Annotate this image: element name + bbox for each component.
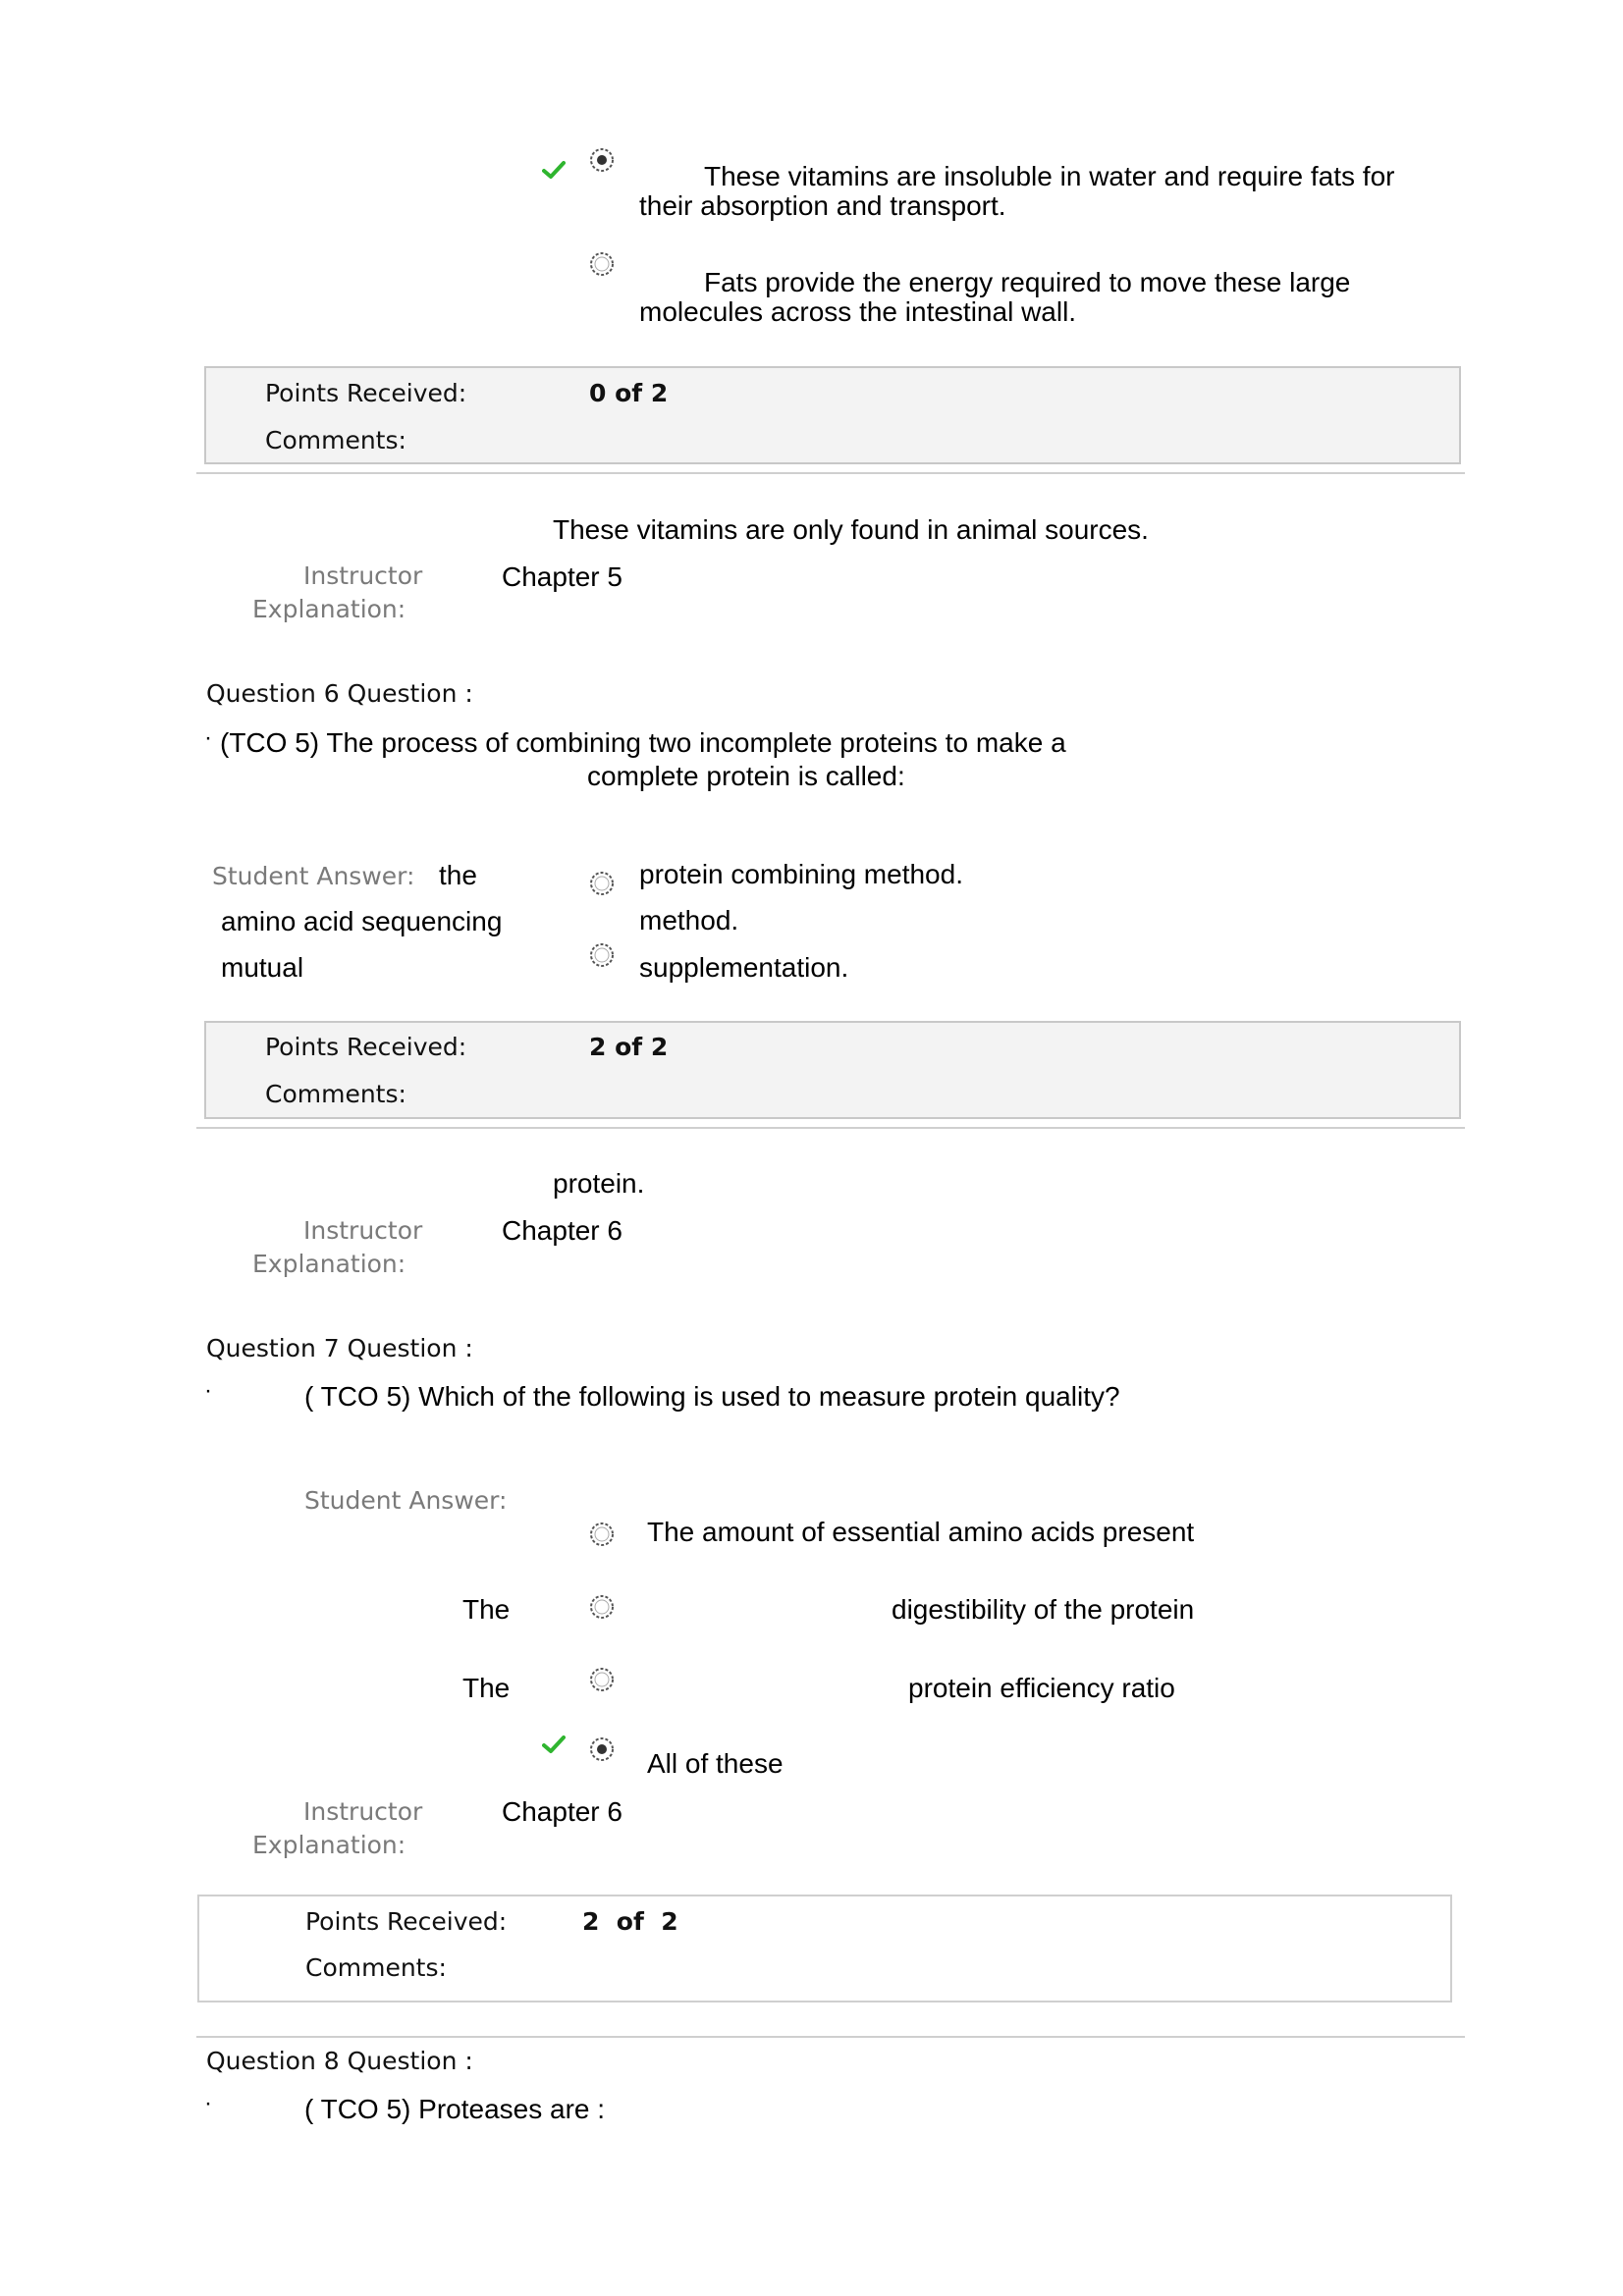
points-value: 2 of 2 [582, 1907, 678, 1936]
bullet: · [204, 1377, 212, 1404]
question-prompt: ( TCO 5) Proteases are : [304, 2094, 606, 2124]
option-text-line2: their absorption and transport. [639, 190, 1006, 221]
answer-fragment: amino acid sequencing [221, 906, 503, 936]
radio-unselected-icon[interactable] [587, 1665, 617, 1694]
correct-check-icon [542, 1735, 566, 1754]
option-text: protein. [553, 1168, 645, 1199]
explanation-value: Chapter 6 [502, 1215, 622, 1246]
option-text: protein efficiency ratio [908, 1673, 1175, 1703]
explanation-value: Chapter 6 [502, 1796, 622, 1827]
question-prompt: ( TCO 5) Which of the following is used to measure protein quality? [304, 1381, 1120, 1412]
option-prefix: The [462, 1673, 511, 1703]
radio-unselected-icon[interactable] [587, 1520, 617, 1549]
option-text-line2: molecules across the intestinal wall. [639, 296, 1077, 327]
points-label: Points Received: [305, 1907, 508, 1936]
points-value: 0 of 2 [589, 379, 669, 407]
radio-selected-icon[interactable] [587, 145, 617, 175]
radio-unselected-icon[interactable] [587, 1592, 617, 1622]
explanation-label: Instructor [303, 1216, 423, 1245]
question-heading: Question 6 Question : [206, 679, 473, 708]
option-text: These vitamins are only found in animal sources. [553, 514, 1149, 545]
explanation-label: Instructor [303, 1797, 423, 1826]
question-prompt-line2: complete protein is called: [587, 761, 905, 791]
radio-unselected-icon[interactable] [587, 869, 617, 898]
correct-check-icon [542, 160, 566, 180]
option-text: All of these [647, 1748, 784, 1779]
question-heading: Question 8 Question : [206, 2047, 473, 2075]
option-text: digestibility of the protein [892, 1594, 1195, 1625]
divider [196, 472, 1465, 474]
comments-label: Comments: [265, 426, 406, 454]
explanation-label: Explanation: [252, 595, 406, 623]
points-label: Points Received: [265, 1033, 467, 1061]
option-text: protein combining method. [639, 859, 963, 889]
option-text: method. [639, 905, 739, 935]
radio-unselected-icon[interactable] [587, 249, 617, 279]
points-label: Points Received: [265, 379, 467, 407]
divider [196, 1127, 1465, 1129]
explanation-label: Explanation: [252, 1831, 406, 1859]
option-text: supplementation. [639, 952, 849, 983]
explanation-label: Explanation: [252, 1250, 406, 1278]
explanation-value: Chapter 5 [502, 561, 622, 592]
option-text: The amount of essential amino acids present [647, 1517, 1195, 1547]
bullet: · [204, 724, 212, 751]
points-value: 2 of 2 [589, 1033, 669, 1061]
comments-label: Comments: [265, 1080, 406, 1108]
question-prompt-line1: (TCO 5) The process of combining two incomplete proteins to make a [220, 727, 1066, 758]
bullet: · [204, 2090, 212, 2116]
option-text-line1: Fats provide the energy required to move these large [704, 267, 1351, 297]
question-heading: Question 7 Question : [206, 1334, 473, 1362]
radio-selected-icon[interactable] [587, 1735, 617, 1764]
option-text-line1: These vitamins are insoluble in water and require fats for [704, 161, 1395, 191]
divider [196, 2036, 1465, 2038]
option-prefix: The [462, 1594, 511, 1625]
answer-fragment: mutual [221, 952, 304, 983]
answer-fragment: the [439, 860, 477, 890]
student-answer-label: Student Answer: [212, 862, 415, 890]
comments-label: Comments: [305, 1953, 447, 1982]
radio-unselected-icon[interactable] [587, 940, 617, 970]
explanation-label: Instructor [303, 561, 423, 590]
student-answer-label: Student Answer: [304, 1486, 508, 1515]
